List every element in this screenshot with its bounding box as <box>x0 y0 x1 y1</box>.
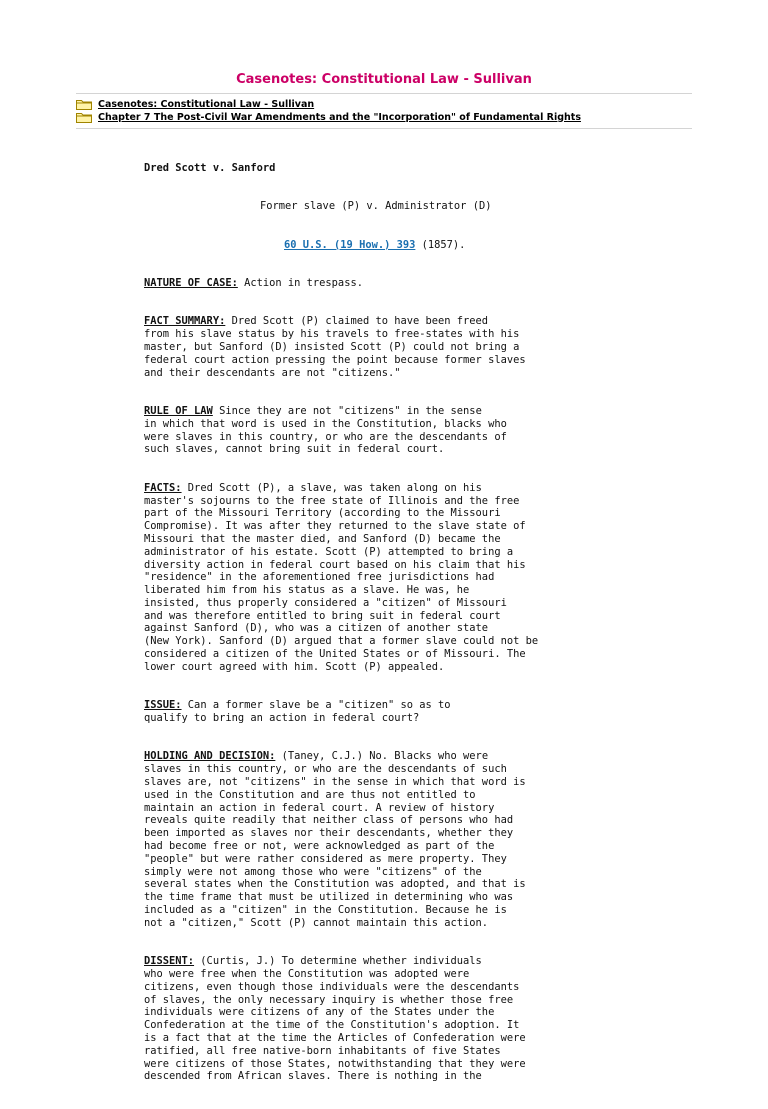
holding-text: (Taney, C.J.) No. Blacks who were slaves in this country, or who are the descendants of such slaves are, not "citizens" in the sense in which that word is used in the Constitution and are thus not entitled to maintain an action in federal court. A review of history reveals quite readily that neither class of persons who had been imported as slaves nor their descendants, whether they had become free or not, were acknowledged as part of the "people" but were rather considered as mere property. They simply were not among those who were "citizens" of the several states when the Constitution was adopted, and that is the time frame that must be utilized in determining who was included as a "citizen" in the Constitution. Because he is not a "citizen," Scott (P) cannot maintain this action. <box>144 750 526 929</box>
section-fact-summary <box>144 315 614 379</box>
top-divider <box>76 93 692 94</box>
breadcrumb-item-book <box>76 98 581 110</box>
citation-year: (1857). <box>421 238 466 251</box>
case-parties: Former slave (P) v. Administrator (D) <box>260 200 492 213</box>
section-nature-of-case <box>144 277 614 290</box>
breadcrumb-link-book[interactable]: Casenotes: Constitutional Law - Sullivan <box>98 98 315 110</box>
section-holding <box>144 750 614 929</box>
fact-summary-label: FACT SUMMARY: <box>144 315 226 328</box>
issue-text: Can a former slave be a "citizen" so as to qualify to bring an action in federal court? <box>144 699 451 725</box>
issue-label: ISSUE: <box>144 699 182 712</box>
dissent-label: DISSENT: <box>144 955 195 968</box>
holding-label: HOLDING AND DECISION: <box>144 750 276 763</box>
case-name: Dred Scott v. Sanford <box>144 161 276 174</box>
page-title: Casenotes: Constitutional Law - Sullivan <box>236 72 532 87</box>
breadcrumb-item-chapter <box>76 111 581 123</box>
rule-text: Since they are not "citizens" in the sense in which that word is used in the Constitution, blacks who were slaves in this country, or who are the descendants of such slaves, cannot bring suit in federal court. <box>144 404 507 456</box>
section-facts <box>144 482 614 674</box>
facts-label: FACTS: <box>144 481 182 494</box>
dissent-text: (Curtis, J.) To determine whether individuals who were free when the Constitution was adopted were citizens, even though those individuals were the descendants of slaves, the only necessary inquiry is whether those free individuals were citizens of any of the States under the Confederation at the time of the Constitution's adoption. It is a fact that at the time the Articles of Confederation were ratified, all free native-born inhabitants of five States were citizens of those States, notwithstanding that they were descended from African slaves. There is nothing in the <box>144 955 526 1083</box>
facts-text: Dred Scott (P), a slave, was taken along on his master's sojourns to the free state of Illinois and the free part of the Missouri Territory (according to the Missouri Compromise). It was after they returned to the slave state of Missouri that the master died, and Sanford (D) became the administrator of his estate. Scott (P) attempted to bring a diversity action in federal court based on his claim that his "residence" in the aforementioned free jurisdictions had liberated him from his status as a slave. He was, he insisted, thus properly considered a "citizen" of Missouri and was therefore entitled to bring suit in federal court against Sanford (D), who was a citizen of another state (New York). Sanford (D) argued that a former slave could not be considered a citizen of the United States or of Missouri. The lower court agreed with him. Scott (P) appealed. <box>144 481 539 673</box>
nature-label: NATURE OF CASE: <box>144 276 238 289</box>
nature-text: Action in trespass. <box>237 276 363 289</box>
rule-label: RULE OF LAW <box>144 404 213 417</box>
breadcrumb-link-chapter[interactable]: Chapter 7 The Post-Civil War Amendments and the "Incorporation" of Fundamental Rights <box>98 111 581 123</box>
breadcrumb <box>76 98 581 124</box>
fact-summary-text: Dred Scott (P) claimed to have been freed from his slave status by his travels to free-states with his master, but Sanford (D) insisted Scott (P) could not bring a federal court action pressing the point because former slaves and their descendants are not "citizens." <box>144 315 526 379</box>
section-issue <box>144 699 614 725</box>
breadcrumb-divider <box>76 128 692 129</box>
section-dissent <box>144 955 614 1083</box>
folder-icon <box>76 112 92 123</box>
folder-icon <box>76 99 92 110</box>
citation-link[interactable]: 60 U.S. (19 How.) 393 <box>284 238 416 251</box>
case-citation <box>144 239 614 252</box>
case-brief <box>144 149 614 1109</box>
section-rule-of-law <box>144 405 614 456</box>
